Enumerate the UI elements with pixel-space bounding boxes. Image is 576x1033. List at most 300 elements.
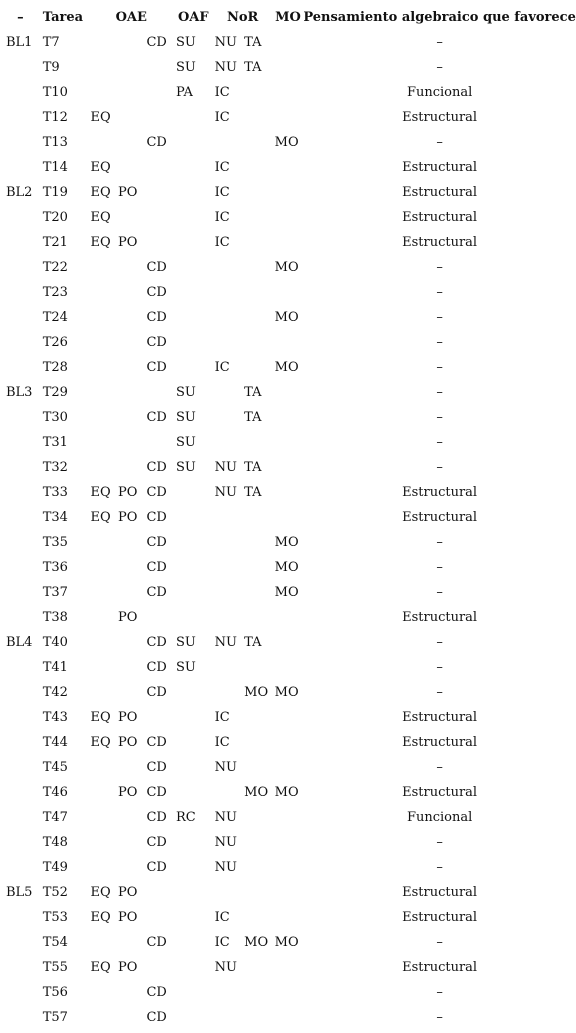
nor-nu-cell: IC <box>214 710 230 725</box>
mo-cell <box>273 980 304 1005</box>
nor-ta-cell <box>242 880 273 905</box>
oae-eq-cell: EQ <box>90 735 111 750</box>
oae-cd-cell: CD <box>146 510 167 525</box>
oae-cd-cell: CD <box>146 760 167 775</box>
mo-cell <box>273 755 304 780</box>
oae-po-cell <box>116 205 144 230</box>
oae-cd-cell <box>144 230 174 255</box>
block-cell <box>0 980 41 1005</box>
mo-cell: MO <box>274 560 299 575</box>
oae-cd-cell: CD <box>146 635 167 650</box>
pensamiento-cell: Estructural <box>402 960 478 975</box>
oae-po-cell: PO <box>117 510 138 525</box>
oaf-cell <box>174 605 213 630</box>
table-row <box>0 980 576 1005</box>
header-pensamiento: Pensamiento algebraico que favorece <box>303 10 576 25</box>
nor-ta-cell <box>242 255 273 280</box>
tarea-cell: T23 <box>42 285 68 300</box>
oae-eq-cell <box>89 805 116 830</box>
nor-ta-cell: MO <box>244 935 269 950</box>
header-row <box>0 5 576 30</box>
block-cell: BL5 <box>6 885 33 900</box>
oaf-cell: SU <box>175 660 196 675</box>
table-row <box>0 205 576 230</box>
nor-ta-cell <box>242 205 273 230</box>
nor-nu-cell: NU <box>214 835 237 850</box>
mo-cell <box>273 455 304 480</box>
table-row <box>0 380 576 405</box>
pensamiento-cell: Estructural <box>402 160 478 175</box>
mo-cell <box>273 830 304 855</box>
nor-ta-cell: TA <box>244 60 262 75</box>
nor-ta-cell: TA <box>244 385 262 400</box>
oae-cd-cell: CD <box>146 535 167 550</box>
block-cell <box>0 730 41 755</box>
oae-cd-cell: CD <box>146 785 167 800</box>
oaf-cell <box>174 505 213 530</box>
oae-po-cell <box>116 530 144 555</box>
tarea-cell: T42 <box>42 685 68 700</box>
nor-ta-cell: MO <box>244 785 269 800</box>
block-cell <box>0 655 41 680</box>
block-cell <box>0 255 41 280</box>
nor-nu-cell: IC <box>214 235 230 250</box>
oaf-cell <box>174 355 213 380</box>
block-cell <box>0 955 41 980</box>
oaf-cell <box>174 905 213 930</box>
oae-eq-cell <box>89 555 116 580</box>
nor-ta-cell <box>242 980 273 1005</box>
block-cell <box>0 855 41 880</box>
oae-po-cell <box>116 255 144 280</box>
oae-po-cell: PO <box>117 235 138 250</box>
oaf-cell: SU <box>175 635 196 650</box>
tarea-cell: T19 <box>42 185 68 200</box>
oae-cd-cell <box>144 155 174 180</box>
oae-eq-cell: EQ <box>90 910 111 925</box>
oae-po-cell <box>116 380 144 405</box>
oaf-cell <box>174 1005 213 1030</box>
tarea-cell: T44 <box>42 735 68 750</box>
oaf-cell <box>174 130 213 155</box>
mo-cell <box>273 230 304 255</box>
oae-po-cell <box>116 930 144 955</box>
mo-cell <box>273 180 304 205</box>
oae-eq-cell: EQ <box>90 235 111 250</box>
nor-ta-cell <box>242 655 273 680</box>
oae-cd-cell <box>144 180 174 205</box>
nor-ta-cell: TA <box>244 460 262 475</box>
pensamiento-cell: Estructural <box>402 785 478 800</box>
oae-cd-cell <box>144 380 174 405</box>
block-cell <box>0 555 41 580</box>
tarea-cell: T28 <box>42 360 68 375</box>
oaf-cell: SU <box>175 410 196 425</box>
oae-eq-cell <box>89 380 116 405</box>
pensamiento-cell: Estructural <box>402 210 478 225</box>
table-row <box>0 630 576 655</box>
pensamiento-cell: – <box>436 635 443 650</box>
tarea-cell: T32 <box>42 460 68 475</box>
mo-cell <box>273 655 304 680</box>
nor-ta-cell <box>242 730 273 755</box>
oaf-cell <box>174 855 213 880</box>
pensamiento-cell: Estructural <box>402 510 478 525</box>
oaf-cell <box>174 230 213 255</box>
oaf-cell <box>174 930 213 955</box>
pensamiento-cell: – <box>436 1010 443 1025</box>
tarea-cell: T54 <box>42 935 68 950</box>
nor-nu-cell <box>213 1005 243 1030</box>
nor-ta-cell <box>242 555 273 580</box>
block-cell <box>0 680 41 705</box>
oae-cd-cell <box>144 80 174 105</box>
nor-ta-cell <box>242 855 273 880</box>
table-row <box>0 55 576 80</box>
oae-po-cell <box>116 55 144 80</box>
oae-cd-cell <box>144 955 174 980</box>
table-row <box>0 805 576 830</box>
oae-eq-cell: EQ <box>90 960 111 975</box>
oae-eq-cell <box>89 55 116 80</box>
mo-cell <box>273 105 304 130</box>
pensamiento-cell: – <box>436 535 443 550</box>
pensamiento-cell: Funcional <box>406 810 473 825</box>
nor-ta-cell <box>242 505 273 530</box>
oae-cd-cell: CD <box>146 860 167 875</box>
oae-cd-cell: CD <box>146 310 167 325</box>
mo-cell <box>273 55 304 80</box>
oaf-cell <box>174 180 213 205</box>
oae-po-cell: PO <box>117 785 138 800</box>
pensamiento-cell: – <box>436 335 443 350</box>
oae-eq-cell <box>89 455 116 480</box>
pensamiento-cell: – <box>436 660 443 675</box>
oaf-cell <box>174 880 213 905</box>
oae-eq-cell <box>89 80 116 105</box>
mo-cell: MO <box>274 685 299 700</box>
oae-po-cell <box>116 555 144 580</box>
oae-po-cell <box>116 655 144 680</box>
pensamiento-cell: – <box>436 60 443 75</box>
oae-po-cell <box>116 330 144 355</box>
nor-nu-cell <box>213 330 243 355</box>
oae-po-cell <box>116 305 144 330</box>
tarea-cell: T30 <box>42 410 68 425</box>
mo-cell: MO <box>274 310 299 325</box>
oaf-cell: SU <box>175 385 196 400</box>
table-header <box>0 5 576 30</box>
pensamiento-cell: – <box>436 35 443 50</box>
oaf-cell <box>174 780 213 805</box>
mo-cell <box>273 405 304 430</box>
oaf-cell <box>174 555 213 580</box>
mo-cell <box>273 280 304 305</box>
oaf-cell <box>174 330 213 355</box>
header-block: – <box>17 10 24 25</box>
oaf-cell: SU <box>175 460 196 475</box>
oae-po-cell <box>116 355 144 380</box>
mo-cell <box>273 855 304 880</box>
oaf-cell <box>174 280 213 305</box>
block-cell <box>0 80 41 105</box>
oae-eq-cell <box>89 1005 116 1030</box>
table-row <box>0 155 576 180</box>
table-row <box>0 555 576 580</box>
tarea-cell: T43 <box>42 710 68 725</box>
mo-cell <box>273 905 304 930</box>
block-cell <box>0 905 41 930</box>
nor-ta-cell <box>242 180 273 205</box>
tarea-cell: T46 <box>42 785 68 800</box>
oae-eq-cell <box>89 255 116 280</box>
oae-eq-cell <box>89 655 116 680</box>
block-cell <box>0 830 41 855</box>
nor-ta-cell <box>242 805 273 830</box>
table-row <box>0 305 576 330</box>
mo-cell <box>273 705 304 730</box>
table-row <box>0 655 576 680</box>
table-row <box>0 855 576 880</box>
nor-ta-cell <box>242 105 273 130</box>
oaf-cell <box>174 980 213 1005</box>
tasks-table <box>0 5 576 1030</box>
oae-po-cell <box>116 980 144 1005</box>
table-row <box>0 730 576 755</box>
oaf-cell <box>174 205 213 230</box>
table-row <box>0 180 576 205</box>
mo-cell <box>273 380 304 405</box>
oae-cd-cell: CD <box>146 935 167 950</box>
mo-cell <box>273 155 304 180</box>
nor-ta-cell <box>242 830 273 855</box>
oaf-cell <box>174 480 213 505</box>
oaf-cell: SU <box>175 435 196 450</box>
tarea-cell: T29 <box>42 385 68 400</box>
oae-cd-cell: CD <box>146 660 167 675</box>
oae-po-cell <box>116 830 144 855</box>
pensamiento-cell: Estructural <box>402 885 478 900</box>
tarea-cell: T7 <box>42 35 60 50</box>
header-tarea: Tarea <box>42 10 84 25</box>
nor-ta-cell <box>242 280 273 305</box>
oae-eq-cell <box>89 30 116 55</box>
mo-cell <box>273 30 304 55</box>
block-cell <box>0 330 41 355</box>
oae-eq-cell <box>89 930 116 955</box>
nor-nu-cell: IC <box>214 85 230 100</box>
oae-cd-cell: CD <box>146 485 167 500</box>
oae-eq-cell: EQ <box>90 185 111 200</box>
table-row <box>0 705 576 730</box>
tarea-cell: T53 <box>42 910 68 925</box>
nor-nu-cell <box>213 505 243 530</box>
pensamiento-cell: – <box>436 935 443 950</box>
block-cell <box>0 205 41 230</box>
nor-nu-cell: IC <box>214 110 230 125</box>
nor-nu-cell: NU <box>214 460 237 475</box>
oaf-cell <box>174 730 213 755</box>
oae-eq-cell <box>89 130 116 155</box>
nor-nu-cell: NU <box>214 635 237 650</box>
oae-po-cell <box>116 130 144 155</box>
nor-ta-cell <box>242 305 273 330</box>
tarea-cell: T55 <box>42 960 68 975</box>
oae-eq-cell <box>89 430 116 455</box>
nor-ta-cell <box>242 605 273 630</box>
oae-cd-cell: CD <box>146 135 167 150</box>
nor-ta-cell <box>242 130 273 155</box>
nor-ta-cell <box>242 905 273 930</box>
tarea-cell: T12 <box>42 110 68 125</box>
pensamiento-cell: Estructural <box>402 735 478 750</box>
tarea-cell: T48 <box>42 835 68 850</box>
oaf-cell <box>174 305 213 330</box>
mo-cell: MO <box>274 135 299 150</box>
oae-eq-cell <box>89 755 116 780</box>
nor-nu-cell <box>213 605 243 630</box>
pensamiento-cell: – <box>436 685 443 700</box>
oae-cd-cell <box>144 205 174 230</box>
table-row <box>0 580 576 605</box>
oae-cd-cell: CD <box>146 285 167 300</box>
table-row <box>0 355 576 380</box>
oae-eq-cell <box>89 855 116 880</box>
pensamiento-cell: – <box>436 860 443 875</box>
tarea-cell: T35 <box>42 535 68 550</box>
oaf-cell <box>174 830 213 855</box>
table-body <box>0 30 576 1030</box>
nor-nu-cell <box>213 130 243 155</box>
tarea-cell: T14 <box>42 160 68 175</box>
nor-nu-cell: IC <box>214 735 230 750</box>
oae-cd-cell: CD <box>146 35 167 50</box>
pensamiento-cell: Estructural <box>402 185 478 200</box>
nor-nu-cell <box>213 380 243 405</box>
table-row <box>0 30 576 55</box>
tarea-cell: T37 <box>42 585 68 600</box>
block-cell: BL2 <box>6 185 33 200</box>
nor-ta-cell: TA <box>244 410 262 425</box>
block-cell <box>0 1005 41 1030</box>
mo-cell <box>273 955 304 980</box>
table-row <box>0 330 576 355</box>
nor-nu-cell: NU <box>214 60 237 75</box>
tarea-cell: T45 <box>42 760 68 775</box>
block-cell <box>0 105 41 130</box>
oae-cd-cell <box>144 430 174 455</box>
pensamiento-cell: Estructural <box>402 235 478 250</box>
table-row <box>0 80 576 105</box>
oaf-cell: SU <box>175 35 196 50</box>
nor-nu-cell: IC <box>214 360 230 375</box>
nor-nu-cell: IC <box>214 160 230 175</box>
nor-ta-cell: TA <box>244 35 262 50</box>
oae-po-cell <box>116 855 144 880</box>
block-cell <box>0 455 41 480</box>
nor-ta-cell: TA <box>244 635 262 650</box>
tarea-cell: T47 <box>42 810 68 825</box>
oae-po-cell <box>116 580 144 605</box>
mo-cell <box>273 430 304 455</box>
nor-nu-cell <box>213 655 243 680</box>
oaf-cell: SU <box>175 60 196 75</box>
nor-nu-cell: NU <box>214 485 237 500</box>
pensamiento-cell: – <box>436 410 443 425</box>
oae-eq-cell: EQ <box>90 160 111 175</box>
block-cell <box>0 605 41 630</box>
block-cell <box>0 805 41 830</box>
oae-cd-cell: CD <box>146 835 167 850</box>
oae-eq-cell <box>89 980 116 1005</box>
oae-cd-cell <box>144 605 174 630</box>
table-row <box>0 755 576 780</box>
oae-po-cell <box>116 755 144 780</box>
nor-ta-cell: TA <box>244 485 262 500</box>
tarea-cell: T24 <box>42 310 68 325</box>
pensamiento-cell: – <box>436 835 443 850</box>
table-row <box>0 430 576 455</box>
oaf-cell <box>174 155 213 180</box>
table-row <box>0 230 576 255</box>
nor-nu-cell: NU <box>214 35 237 50</box>
mo-cell: MO <box>274 785 299 800</box>
tarea-cell: T21 <box>42 235 68 250</box>
pensamiento-cell: – <box>436 260 443 275</box>
block-cell <box>0 305 41 330</box>
nor-ta-cell <box>242 355 273 380</box>
pensamiento-cell: Funcional <box>406 85 473 100</box>
mo-cell: MO <box>274 360 299 375</box>
block-cell: BL3 <box>6 385 33 400</box>
table-row <box>0 930 576 955</box>
nor-ta-cell <box>242 705 273 730</box>
oae-eq-cell: EQ <box>90 485 111 500</box>
tarea-cell: T52 <box>42 885 68 900</box>
nor-nu-cell <box>213 255 243 280</box>
oae-eq-cell: EQ <box>90 885 111 900</box>
oae-eq-cell <box>89 630 116 655</box>
tarea-cell: T34 <box>42 510 68 525</box>
oae-po-cell <box>116 80 144 105</box>
table-row <box>0 455 576 480</box>
nor-nu-cell: IC <box>214 935 230 950</box>
nor-ta-cell <box>242 955 273 980</box>
header-oaf: OAF <box>177 10 209 25</box>
table-row <box>0 605 576 630</box>
oae-cd-cell: CD <box>146 335 167 350</box>
nor-ta-cell <box>242 580 273 605</box>
table-row <box>0 530 576 555</box>
oae-po-cell <box>116 680 144 705</box>
nor-nu-cell <box>213 780 243 805</box>
mo-cell: MO <box>274 935 299 950</box>
oae-cd-cell: CD <box>146 1010 167 1025</box>
block-cell <box>0 580 41 605</box>
tarea-cell: T57 <box>42 1010 68 1025</box>
tarea-cell: T36 <box>42 560 68 575</box>
oae-eq-cell <box>89 530 116 555</box>
mo-cell: MO <box>274 585 299 600</box>
oae-eq-cell <box>89 305 116 330</box>
oae-eq-cell <box>89 330 116 355</box>
block-cell <box>0 755 41 780</box>
header-oae: OAE <box>115 10 147 25</box>
nor-nu-cell <box>213 555 243 580</box>
oae-eq-cell: EQ <box>90 510 111 525</box>
oaf-cell <box>174 255 213 280</box>
nor-ta-cell <box>242 155 273 180</box>
